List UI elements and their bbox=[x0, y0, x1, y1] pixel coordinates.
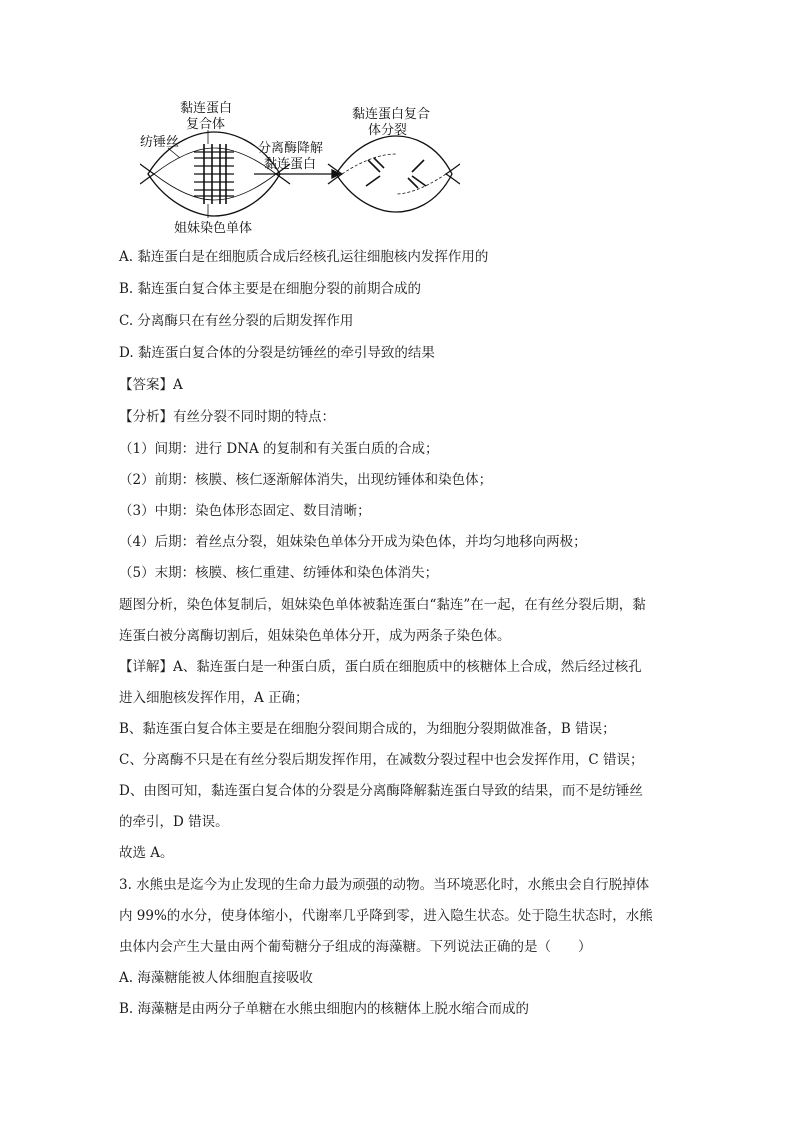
question-3-option-b: B. 海藻糖是由两分子单糖在水熊虫细胞内的核糖体上脱水缩合而成的 bbox=[119, 1001, 530, 1017]
detail-c: C、分离酶不只是在有丝分裂后期发挥作用，在减数分裂过程中也会发挥作用，C 错误； bbox=[119, 752, 644, 768]
analysis-point-5: （5）末期：核膜、核仁重建、纺锤体和染色体消失； bbox=[119, 565, 439, 581]
option-d: D. 黏连蛋白复合体的分裂是纺锤丝的牵引导致的结果 bbox=[119, 345, 435, 361]
option-c: C. 分离酶只在有丝分裂的后期发挥作用 bbox=[119, 313, 354, 329]
label-sister: 姐妹染色单体 bbox=[174, 221, 253, 236]
option-a: A. 黏连蛋白是在细胞质合成后经核孔运往细胞核内发挥作用的 bbox=[119, 249, 489, 265]
label-split-1: 黏连蛋白复合 bbox=[352, 107, 431, 122]
mitosis-diagram bbox=[140, 96, 460, 242]
right-cell bbox=[328, 136, 460, 212]
detail-b: B、黏连蛋白复合体主要是在细胞分裂间期合成的，为细胞分裂期做准备，B 错误； bbox=[119, 721, 616, 737]
label-complex-2: 复合体 bbox=[186, 117, 226, 132]
analysis-point-3: （3）中期：染色体形态固定、数目清晰； bbox=[119, 503, 371, 519]
detail-d-2: 的牵引，D 错误。 bbox=[119, 814, 229, 830]
analysis-point-1: （1）间期：进行 DNA 的复制和有关蛋白质的合成； bbox=[119, 441, 439, 457]
option-b: B. 黏连蛋白复合体主要是在细胞分裂的前期合成的 bbox=[119, 281, 422, 297]
detail-a-2: 进入细胞核发挥作用，A 正确； bbox=[119, 690, 309, 706]
question-3-line-2: 内 99%的水分，使身体缩小，代谢率几乎降到零，进入隐生状态。处于隐生状态时，水熊 bbox=[119, 908, 653, 924]
label-arrow-2: 黏连蛋白 bbox=[264, 157, 317, 172]
label-complex-1: 黏连蛋白 bbox=[180, 101, 233, 116]
figure-analysis-2: 连蛋白被分离酶切割后，姐妹染色单体分开，成为两条子染色体。 bbox=[119, 628, 511, 644]
answer: 【答案】A bbox=[119, 377, 183, 393]
label-arrow-1: 分离酶降解 bbox=[258, 141, 324, 156]
label-spindle: 纺锤丝 bbox=[140, 135, 180, 150]
label-split-2: 体分裂 bbox=[368, 123, 408, 138]
analysis-point-2: （2）前期：核膜、核仁逐渐解体消失，出现纺锤体和染色体； bbox=[119, 472, 493, 488]
detail-d-1: D、由图可知，黏连蛋白复合体的分裂是分离酶降解黏连蛋白导致的结果，而不是纺锤丝 bbox=[119, 783, 643, 799]
analysis-heading: 【分析】有丝分裂不同时期的特点： bbox=[119, 409, 335, 425]
choose-answer: 故选 A。 bbox=[119, 845, 174, 861]
detail-a-1: 【详解】A、黏连蛋白是一种蛋白质，蛋白质在细胞质中的核糖体上合成，然后经过核孔 bbox=[119, 659, 642, 675]
question-3-line-1: 3. 水熊虫是迄今为止发现的生命力最为顽强的动物。当环境恶化时，水熊虫会自行脱掉体 bbox=[119, 877, 650, 893]
question-3-option-a: A. 海藻糖能被人体细胞直接吸收 bbox=[119, 970, 313, 986]
analysis-point-4: （4）后期：着丝点分裂，姐妹染色单体分开成为染色体，并均匀地移向两极； bbox=[119, 534, 587, 550]
question-3-line-3: 虫体内会产生大量由两个葡萄糖分子组成的海藻糖。下列说法正确的是（ ） bbox=[119, 939, 592, 955]
figure-analysis-1: 题图分析，染色体复制后，姐妹染色单体被黏连蛋白“黏连”在一起，在有丝分裂后期，黏 bbox=[119, 597, 646, 613]
